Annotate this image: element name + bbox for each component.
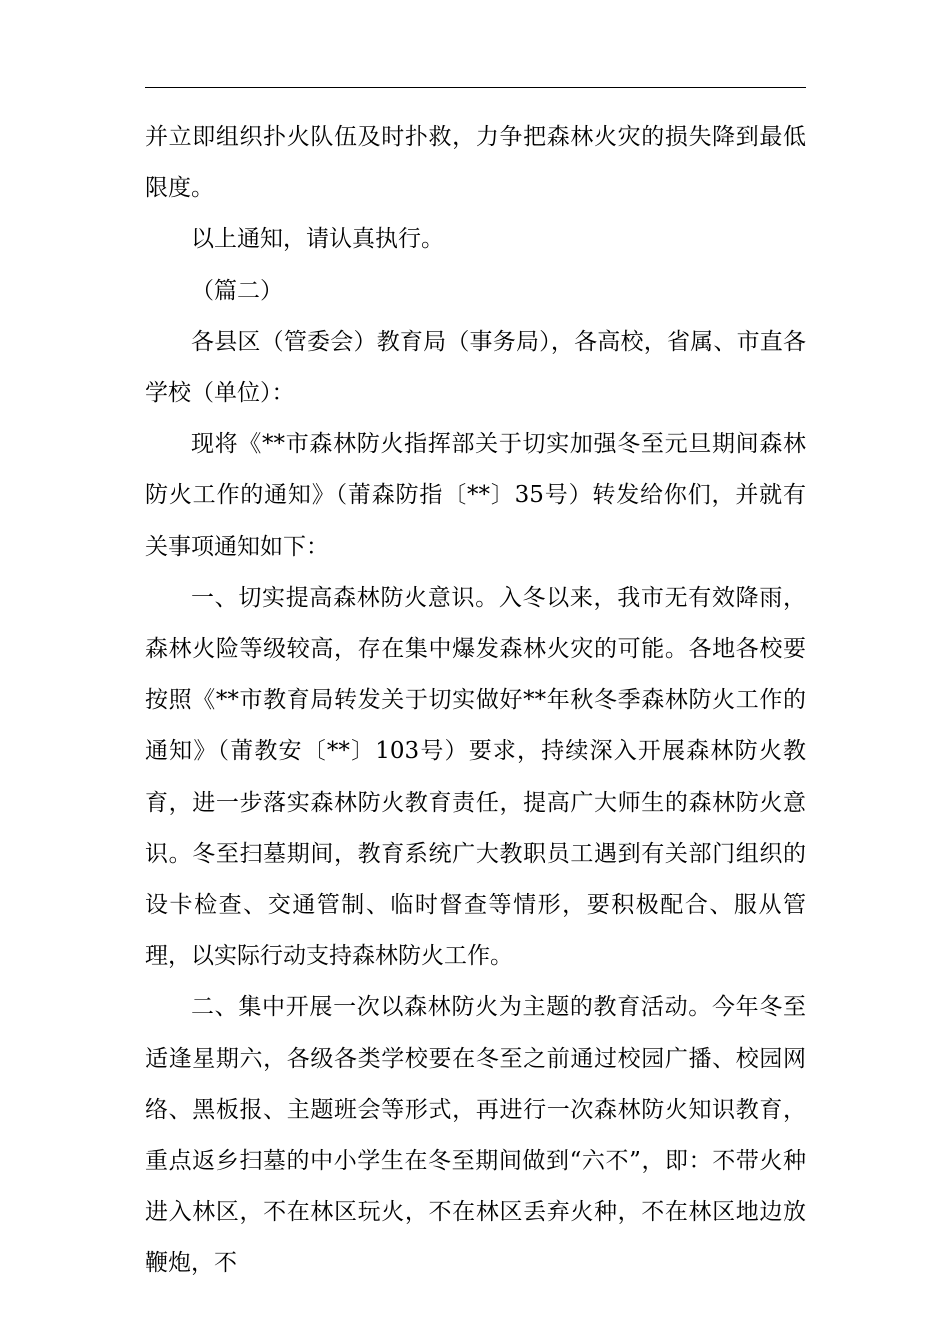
- section-heading: （篇二）: [191, 277, 283, 304]
- paragraph-continuation: 并立即组织扑火队伍及时扑救，力争把森林火灾的损失降到最低限度。: [145, 124, 806, 202]
- paragraph-intro: 现将《**市森林防火指挥部关于切实加强冬至元旦期间森林防火工作的通知》（莆森防指〔**〕35号）转发给你们，并就有关事项通知如下：: [145, 431, 806, 560]
- header-rule: [145, 87, 806, 88]
- paragraph-addressee: 各县区（管委会）教育局（事务局），各高校，省属、市直各学校（单位）：: [145, 328, 806, 407]
- paragraph-item-2: 二、集中开展一次以森林防火为主题的教育活动。今年冬至适逢星期六，各级各类学校要在冬至之前通过校园广播、校园网络、黑板报、主题班会等形式，再进行一次森林防火知识教育，重点返乡扫墓的中小学生在冬至期间做到“六不”，即：不带火种进入林区，不在林区玩火，不在林区丢弃火种，不在林区地边放鞭炮，不: [145, 994, 806, 1277]
- document-body: [145, 112, 806, 1290]
- paragraph-item-1: 一、切实提高森林防火意识。入冬以来，我市无有效降雨，森林火险等级较高，存在集中爆发森林火灾的可能。各地各校要按照《**市教育局转发关于切实做好**年秋冬季森林防火工作的通知》（莆教安〔**〕103号）要求，持续深入开展森林防火教育，进一步落实森林防火教育责任，提高广大师生的森林防火意识。冬至扫墓期间，教育系统广大教职员工遇到有关部门组织的设卡检查、交通管制、临时督查等情形，要积极配合、服从管理，以实际行动支持森林防火工作。: [145, 584, 806, 970]
- paragraph-closing: 以上通知，请认真执行。: [191, 226, 444, 253]
